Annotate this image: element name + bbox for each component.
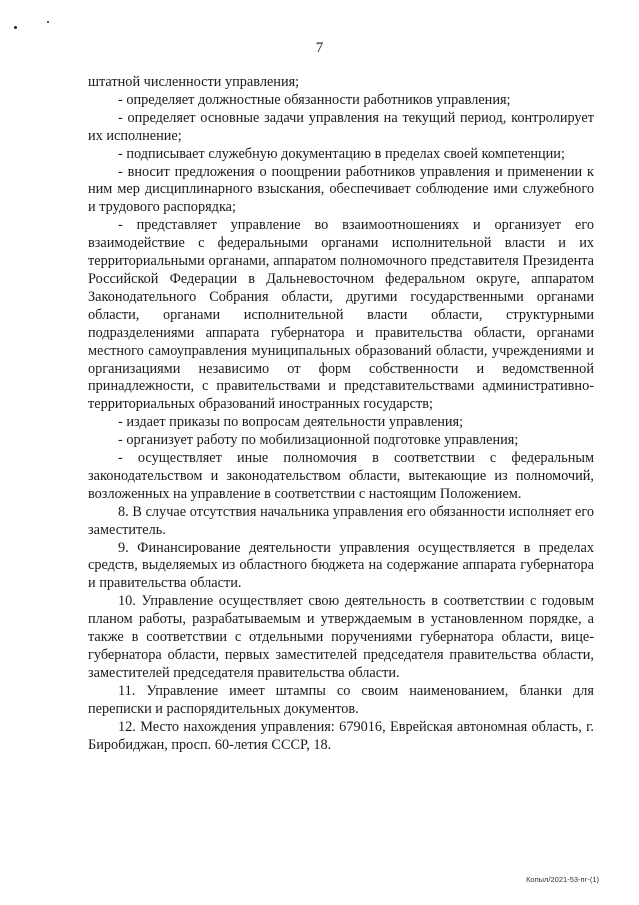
paragraph: - определяет должностные обязанности работников управления; (118, 91, 511, 108)
document-code: Копыл/2021-53-пг-(1) (526, 875, 599, 884)
paragraph: - определяет основные задачи управления на текущий период, контролирует их исполнение; (88, 109, 594, 144)
paragraph: - вносит предложения о поощрении работников управления и применении к ним мер дисциплинарного взыскания, обеспечивает соблюдение ими служебного и трудового распорядка; (88, 163, 594, 216)
paragraph: - представляет управление во взаимоотношениях и организует его взаимодействие с федеральными органами исполнительной власти и их территориальными органами, аппаратом полномочного представителя Президента Российской Федерации в Дальневосточном федеральном округе, аппаратом Законодательного Собрания области, другими государственными органами области, органами исполнительной власти области, структурными подразделениями аппарата губернатора и правительства области, органами местного самоуправления муниципальных образований области, учреждениями и организациями независимо от форм собственности и ведомственной принадлежности, с правительствами и представительствами административно-территориальных образований иностранных государств; (88, 217, 594, 413)
paragraph: - издает приказы по вопросам деятельности управления; (118, 414, 464, 431)
scan-speck (14, 26, 17, 29)
scan-speck (47, 21, 49, 23)
paragraph: - организует работу по мобилизационной подготовке управления; (118, 432, 519, 449)
document-body (88, 74, 594, 754)
paragraph: - осуществляет иные полномочия в соответствии с федеральным законодательством и законодательством области, вытекающие из полномочий, возложенных на управление в соответствии с настоящим Положением. (88, 450, 594, 502)
paragraph: - подписывает служебную документацию в пределах своей компетенции; (118, 145, 565, 162)
paragraph: 12. Место нахождения управления: 679016, Еврейская автономная область, г. Биробиджан, просп. 60-летия СССР, 18. (88, 718, 594, 753)
paragraph: штатной численности управления; (88, 74, 300, 90)
paragraph: 9. Финансирование деятельности управления осуществляется в пределах средств, выделяемых из областного бюджета на содержание аппарата губернатора и правительства области. (88, 539, 594, 592)
paragraph: 11. Управление имеет штампы со своим наименованием, бланки для переписки и распорядительных документов. (88, 682, 594, 717)
paragraph: 8. В случае отсутствия начальника управления его обязанности исполняет его заместитель. (88, 503, 594, 538)
page-number: 7 (315, 40, 324, 56)
paragraph: 10. Управление осуществляет свою деятельность в соответствии с годовым планом работы, разрабатываемым и утверждаемым в установленном порядке, а также в соответствии с отдельными поручениями губернатора области, вице-губернатора области, первых заместителей председателя правительства области, заместителей председателя правительства области. (88, 593, 594, 681)
